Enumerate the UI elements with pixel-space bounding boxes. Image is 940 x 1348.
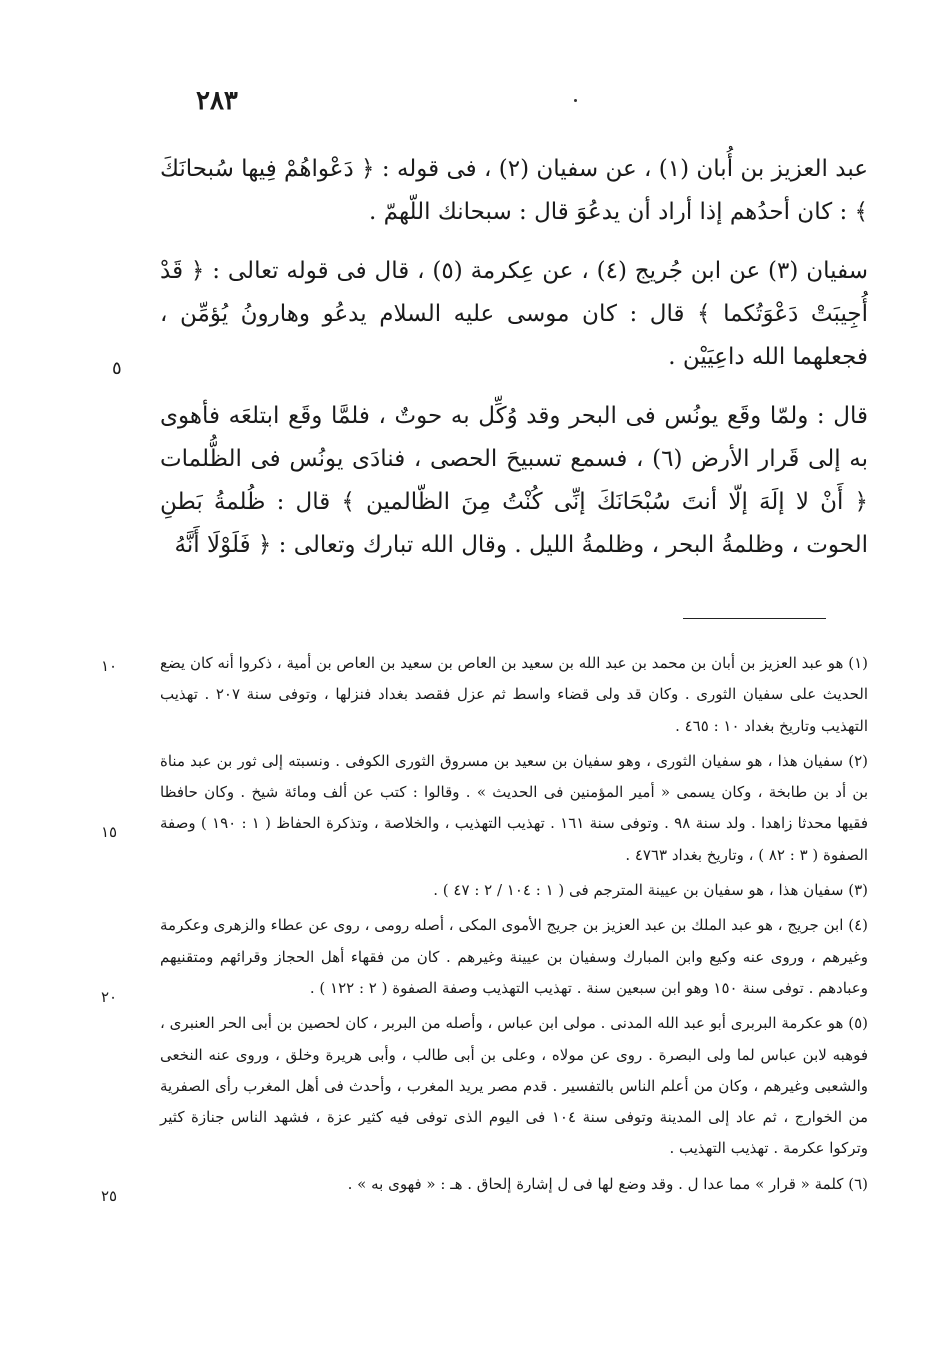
- page-number: ٢٨٣: [196, 86, 238, 116]
- main-paragraph: قال : ولمّا وقَع يونُس فى البحر وقد وُكِّل به حوتٌ ، فلمَّا وقَع ابتلعَه فأهوى به إلى قَرار الأرض (٦) ، فسمع تسبيحَ الحصى ، فنادَى يونُس فى الظُّلمات ﴿ أَنْ لا إلَهَ إلّا أنتَ سُبْحَانَكَ إنِّى كُنْتُ مِنَ الظّالمين ﴾ قال : ظُلمةُ بَطنِ الحوت ، وظلمةُ البحر ، وظلمةُ الليل . وقال الله تبارك وتعالى : ﴿ فَلَوْلَا أَنَّهُ: [160, 403, 869, 558]
- footnotes: [160, 648, 868, 1204]
- line-number-5: ٥: [112, 358, 122, 379]
- main-paragraph: عبد العزيز بن أُبان (١) ، عن سفيان (٢) ، فى قوله : ﴿ دَعْواهُمْ فِيها سُبحانَكَ ﴾ : كان أحدُهم إذا أراد أن يدعُوَ قال : سبحانك اللّهمّ .: [160, 156, 868, 225]
- footnote-1: (١) هو عبد العزيز بن أبان بن محمد بن عبد الله بن سعيد بن العاص بن سعيد بن العاص بن أمية ، ذكروا أنه كان يضع الحديث على سفيان الثورى . وكان قد ولى قضاء واسط ثم عزل فقصد بغداد فنزلها ، وتوفى سنة ٢٠٧ . تهذيب التهذيب وتاريخ بغداد ١٠ : ٤٦٥ .: [160, 654, 869, 735]
- footnote-2: (٢) سفيان هذا ، هو سفيان الثورى ، وهو سفيان بن سعيد بن مسروق الثورى الكوفى . ونسبته إلى ثور بن عبد مناة بن أد بن طابخة ، وكان يسمى « أمير المؤمنين فى الحديث » . وقالوا : كتب عن ألف ومائة شيخ . وكان حافظا فقيها محدثا زاهدا . ولد سنة ٩٨ . وتوفى سنة ١٦١ . تهذيب التهذيب ، والخلاصة ، وتذكرة الحفاظ ( ١ : ١٩٠ ) وصفة الصفوة ( ٣ : ٨٢ ) ، وتاريخ بغداد ٤٧٦٣ .: [160, 751, 869, 864]
- footnote-separator: [683, 618, 826, 619]
- line-number-10: ١٠: [101, 657, 118, 675]
- footnote-5: (٥) هو عكرمة البربرى أبو عبد الله المدنى . مولى ابن عباس ، وأصله من البربر ، كان لحصين بن أبى الحر العنبرى ، فوهبه لابن عباس لما ولى البصرة . روى عن مولاه ، وعلى بن أبى طالب ، وأبى هريرة وخلق ، وروى عنه النخعى والشعبى وغيرهم ، وكان من أعلم الناس بالتفسير . قدم مصر يريد المغرب ، وأحدث فى أهل المغرب رأى الصفرية من الخوارج ، ثم عاد إلى المدينة وتوفى سنة ١٠٤ فى اليوم الذى توفى فيه كثير عزة ، فشهد الناس جنازة كثير وتركوا عكرمة . تهذيب التهذيب .: [160, 1014, 868, 1158]
- line-number-20: ٢٠: [101, 988, 118, 1006]
- footnote-3: (٣) سفيان هذا ، هو سفيان بن عيينة المترجم فى ( ١ : ١٠٤ / ٢ : ٤٧ ) .: [433, 881, 868, 900]
- line-number-25: ٢٥: [101, 1187, 118, 1205]
- footnote-6: (٦) كلمة « قرار » مما عدا ل . وقد وضع لها فى ل إشارة إلحاق . هـ : « فهوى به » .: [347, 1174, 868, 1193]
- main-text: [160, 148, 868, 583]
- main-paragraph: سفيان (٣) عن ابن جُريج (٤) ، عن عِكرمة (٥) ، قال فى قوله تعالى : ﴿ قَدْ أُجِيبَتْ دَعْوَتُكما ﴾ قال : كان موسى عليه السلام يدعُو وهارونُ يُؤمِّن ، فجعلهما الله داعِيَيْن .: [160, 258, 868, 370]
- ink-speck: [574, 99, 577, 102]
- footnote-4: (٤) ابن جريج ، هو عبد الملك بن عبد العزيز بن جريج الأموى المكى ، أصله رومى ، روى عن عطاء والزهرى وعكرمة وغيرهم ، وروى عنه وكيع وابن المبارك وسفيان بن عيينة وغيرهم . كان من فقهاء أهل الحجاز وقرائهم ومتقنيهم وعبادهم . توفى سنة ١٥٠ وهو ابن سبعين سنة . تهذيب التهذيب وصفة الصفوة ( ٢ : ١٢٢ ) .: [160, 916, 868, 997]
- line-number-15: ١٥: [101, 823, 118, 841]
